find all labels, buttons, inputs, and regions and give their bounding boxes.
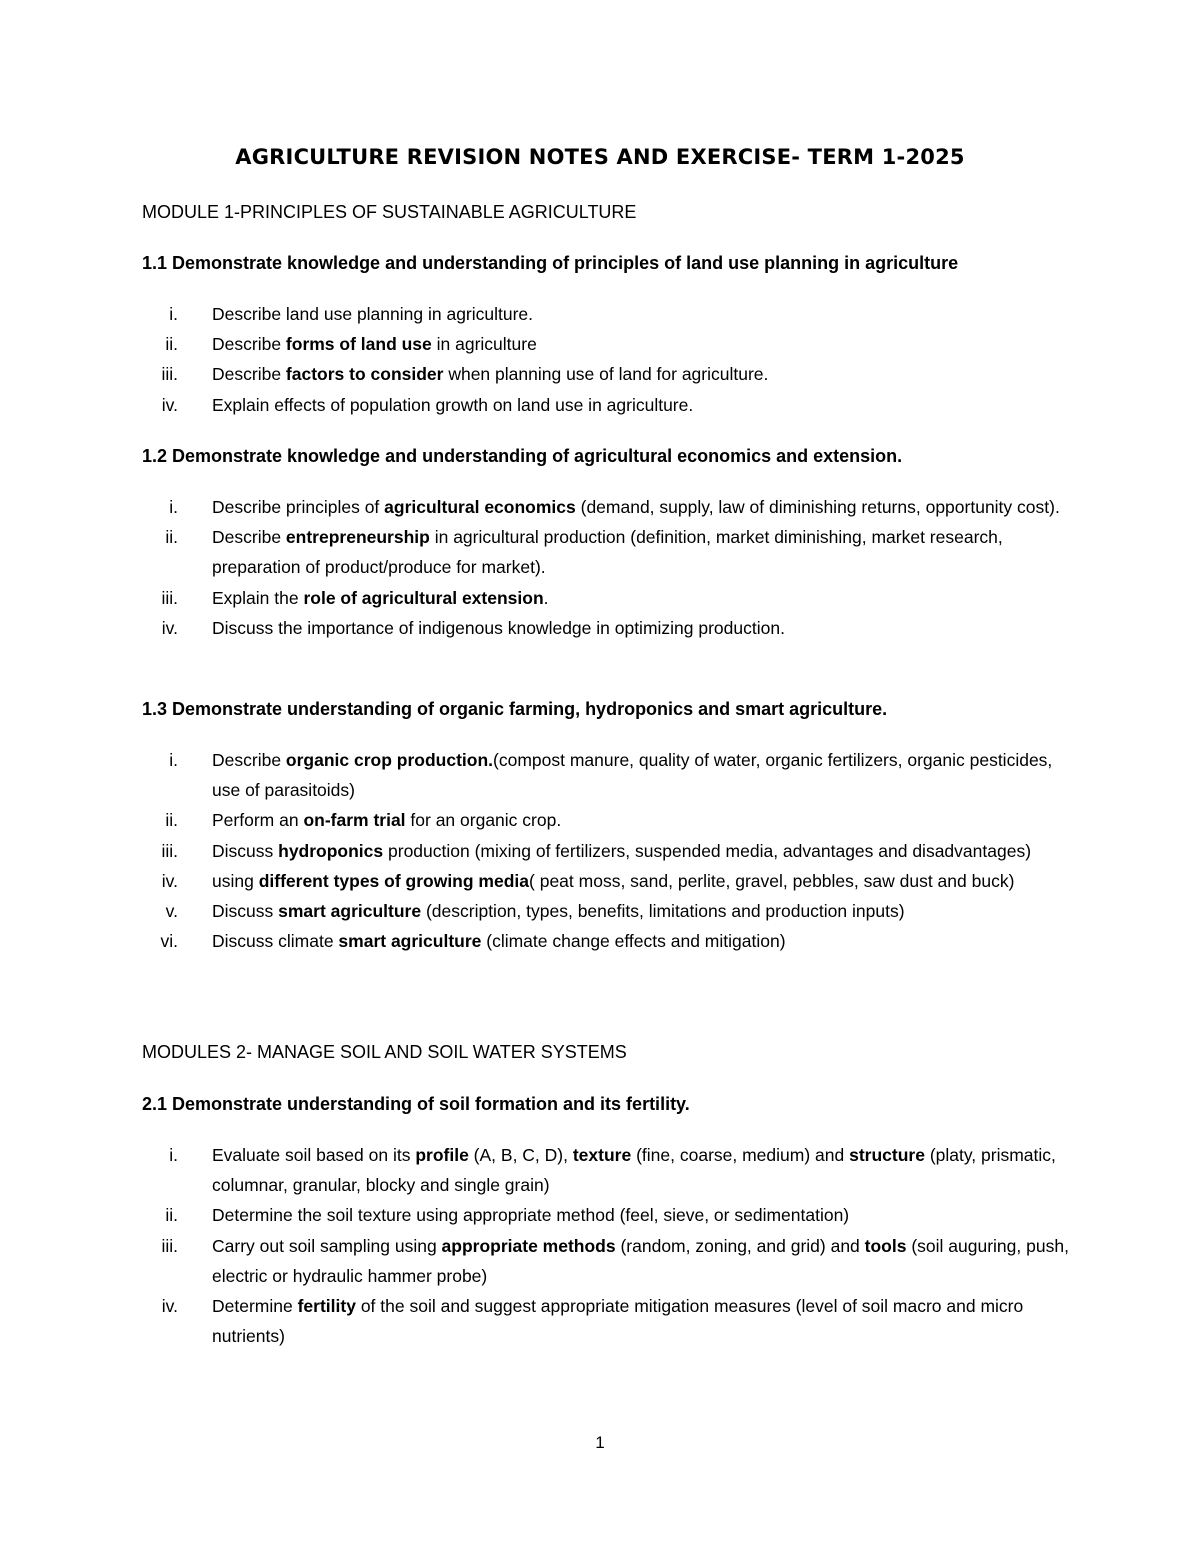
list-item-number: iv. — [161, 870, 178, 891]
list-item-bold-text: entrepreneurship — [285, 527, 430, 548]
list-item-text: (compost manure, quality of water, organic fertilizers, organic pesticides, use of parasitoids) — [212, 750, 1053, 801]
section-2-1-heading: 2.1 Demonstrate understanding of soil formation and its fertility. — [142, 1094, 690, 1114]
list-item-bold-text: forms of land use — [285, 334, 432, 355]
list-item-bold-text: hydroponics — [278, 840, 384, 861]
list-item-bold-text: structure — [849, 1145, 925, 1165]
list-item-number: iii. — [161, 364, 178, 385]
list-item-bold-text: fertility — [297, 1296, 356, 1317]
list-item-text: Perform an — [212, 810, 304, 831]
list-item-number: ii. — [165, 527, 178, 548]
list-item-number: i. — [169, 304, 178, 324]
list-item-number: iii. — [161, 840, 178, 861]
section-1-1-list — [142, 299, 1072, 420]
list-item-text: Describe — [212, 750, 286, 770]
list-item-text: Explain the — [212, 587, 304, 608]
list-item-bold-text: smart agriculture — [338, 931, 482, 952]
list-item-number: ii. — [165, 810, 178, 831]
list-item-text: (fine, coarse, medium) and — [631, 1145, 850, 1165]
list-item-text: Determine — [212, 1296, 298, 1317]
list-item-text: when planning use of land for agriculture. — [443, 364, 769, 385]
list-item — [142, 329, 1072, 359]
list-item-number: i. — [169, 750, 178, 770]
section-1-3-heading: 1.3 Demonstrate understanding of organic farming, hydroponics and smart agriculture. — [142, 699, 888, 719]
list-item-text: Carry out soil sampling using — [212, 1235, 442, 1256]
list-item-number: iii. — [161, 1235, 178, 1256]
list-item-text: Evaluate soil based on its — [212, 1145, 416, 1165]
list-item — [142, 836, 1072, 866]
list-item-bold-text: texture — [572, 1145, 632, 1165]
list-item-text: Describe principles of — [212, 497, 385, 517]
list-item — [142, 390, 1072, 420]
list-item-text: Discuss the importance of indigenous knowledge in optimizing production. — [212, 617, 785, 638]
list-item-text: (soil auguring, push, electric or hydraulic hammer probe) — [212, 1235, 1069, 1286]
list-item-number: ii. — [165, 1205, 178, 1226]
list-item-text: for an organic crop. — [405, 810, 562, 831]
list-item-bold-text: smart agriculture — [278, 901, 422, 922]
list-item-bold-text: on-farm trial — [303, 810, 406, 831]
list-item-text: Discuss climate — [212, 931, 339, 952]
list-item-bold-text: factors to consider — [285, 364, 444, 385]
list-item-text: (climate change effects and mitigation) — [481, 931, 786, 952]
list-item-bold-text: appropriate methods — [441, 1235, 616, 1256]
page-number: 1 — [595, 1433, 605, 1452]
list-item-text: (random, zoning, and grid) and — [615, 1235, 865, 1256]
list-item-text: Explain effects of population growth on land use in agriculture. — [212, 394, 694, 415]
section-1-1-heading: 1.1 Demonstrate knowledge and understanding of principles of land use planning in agriculture — [142, 253, 959, 273]
list-item-bold-text: organic crop production. — [285, 750, 494, 770]
list-item — [142, 1200, 1072, 1230]
list-item — [142, 805, 1072, 835]
list-item-text: in agricultural production (definition, market diminishing, market research, preparation of product/produce for market). — [212, 527, 1003, 578]
list-item-text: Describe — [212, 334, 286, 355]
list-item-text: Describe — [212, 527, 286, 548]
list-item-text: Discuss — [212, 901, 279, 922]
list-item-text: Describe land use planning in agriculture. — [212, 304, 534, 324]
section-1-3-list — [142, 745, 1072, 956]
list-item — [142, 613, 1072, 643]
list-item-number: vi. — [160, 931, 178, 952]
list-item — [142, 745, 1072, 805]
list-item-bold-text: role of agricultural extension — [303, 587, 544, 608]
section-1-2-list — [142, 492, 1072, 643]
list-item-number: ii. — [165, 334, 178, 355]
list-item-text: (demand, supply, law of diminishing returns, opportunity cost). — [575, 497, 1060, 517]
list-item-bold-text: profile — [415, 1145, 469, 1165]
module-1-heading: MODULE 1-PRINCIPLES OF SUSTAINABLE AGRICULTURE — [142, 202, 637, 222]
list-item — [142, 299, 1072, 329]
list-item-text: Describe — [212, 364, 286, 385]
list-item-bold-text: different types of growing media — [258, 870, 530, 891]
list-item-bold-text: tools — [864, 1235, 907, 1256]
list-item — [142, 866, 1072, 896]
list-item — [142, 359, 1072, 389]
document-title: AGRICULTURE REVISION NOTES AND EXERCISE- TERM 1-2025 — [235, 145, 965, 169]
list-item-text: production (mixing of fertilizers, suspended media, advantages and disadvantages) — [383, 840, 1032, 861]
list-item-text: Discuss — [212, 840, 279, 861]
list-item-text: using — [212, 870, 259, 891]
list-item-text: Determine the soil texture using appropriate method (feel, sieve, or sedimentation) — [212, 1205, 850, 1226]
list-item-bold-text: agricultural economics — [384, 497, 576, 517]
list-item-text: of the soil and suggest appropriate mitigation measures (level of soil macro and micro nutrients) — [212, 1296, 1024, 1347]
list-item — [142, 522, 1072, 582]
module-2-heading: MODULES 2- MANAGE SOIL AND SOIL WATER SYSTEMS — [142, 1042, 627, 1062]
section-1-2-heading: 1.2 Demonstrate knowledge and understanding of agricultural economics and extension. — [142, 446, 903, 466]
list-item-number: iv. — [161, 1296, 178, 1317]
list-item-text: ( peat moss, sand, perlite, gravel, pebbles, saw dust and buck) — [529, 870, 1015, 891]
list-item-text: (description, types, benefits, limitations and production inputs) — [421, 901, 905, 922]
list-item-text: in agriculture — [431, 334, 537, 355]
list-item-text: (A, B, C, D), — [468, 1145, 573, 1165]
list-item — [142, 1140, 1072, 1200]
list-item — [142, 926, 1072, 956]
list-item-number: i. — [169, 497, 178, 517]
list-item — [142, 1231, 1072, 1291]
list-item-number: v. — [165, 901, 178, 922]
list-item-text: . — [543, 587, 549, 608]
list-item-number: iv. — [161, 394, 178, 415]
list-item-number: iv. — [161, 617, 178, 638]
section-2-1-list — [142, 1140, 1072, 1351]
list-item-text: (platy, prismatic, columnar, granular, blocky and single grain) — [212, 1145, 1056, 1196]
list-item — [142, 583, 1072, 613]
list-item-number: i. — [169, 1145, 178, 1165]
list-item — [142, 896, 1072, 926]
list-item — [142, 492, 1072, 522]
list-item-number: iii. — [161, 587, 178, 608]
list-item — [142, 1291, 1072, 1351]
